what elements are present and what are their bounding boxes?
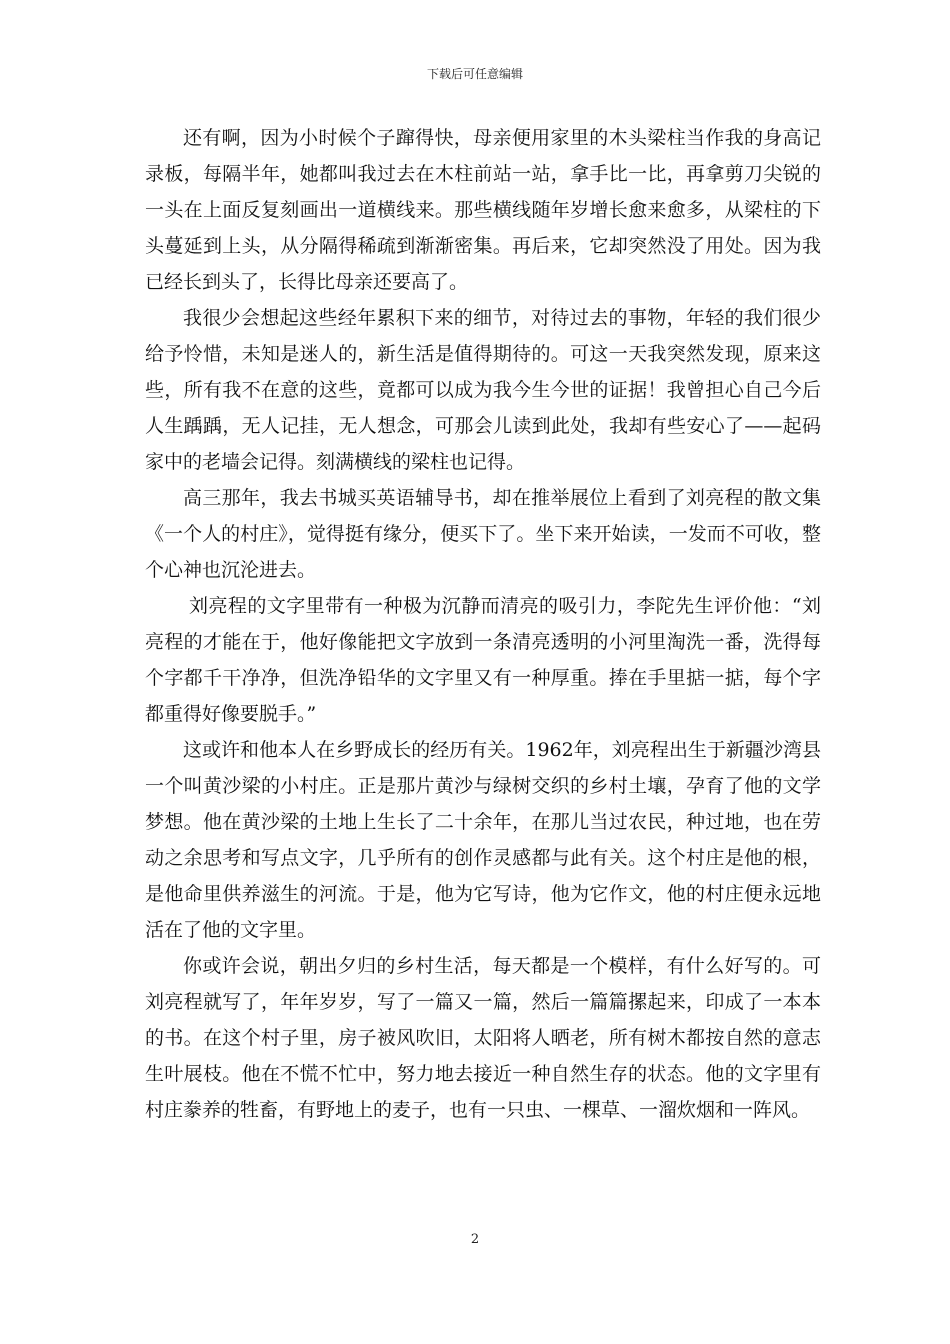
paragraph-5: 这或许和他本人在乡野成长的经历有关。1962年，刘亮程出生于新疆沙湾县一个叫黄沙梁的小村庄。正是那片黄沙与绿树交织的乡村土壤，孕育了他的文学梦想。他在黄沙梁的土地上生长了二十余年，在那儿当过农民，种过地，也在劳动之余思考和写点文字，几乎所有的创作灵感都与此有关。这个村庄是他的根，是他命里供养滋生的河流。于是，他为它写诗，他为它作文，他的村庄便永远地活在了他的文字里。 [145, 739, 821, 941]
paragraph-4: 刘亮程的文字里带有一种极为沉静而清亮的吸引力，李陀先生评价他：“刘亮程的才能在于，他好像能把文字放到一条清亮透明的小河里淘洗一番，洗得每个字都千干净净，但洗净铅华的文字里又有一种厚重。捧在手里掂一掂，每个字都重得好像要脱手。” [145, 595, 821, 725]
paragraph-1: 还有啊，因为小时候个子蹿得快，母亲便用家里的木头梁柱当作我的身高记录板，每隔半年，她都叫我过去在木柱前站一站，拿手比一比，再拿剪刀尖锐的一头在上面反复刻画出一道横线来。那些横线随年岁增长愈来愈多，从梁柱的下头蔓延到上头，从分隔得稀疏到渐渐密集。再后来，它却突然没了用处。因为我已经长到头了，长得比母亲还要高了。 [145, 127, 821, 293]
paragraph-6: 你或许会说，朝出夕归的乡村生活，每天都是一个模样，有什么好写的。可刘亮程就写了，年年岁岁，写了一篇又一篇，然后一篇篇摞起来，印成了一本本的书。在这个村子里，房子被风吹旧，太阳将人晒老，所有树木都按自然的意志生叶展枝。他在不慌不忙中，努力地去接近一种自然生存的状态。他的文字里有村庄豢养的牲畜，有野地上的麦子，也有一只虫、一棵草、一溜炊烟和一阵风。 [145, 955, 821, 1121]
page-number: 2 [470, 1232, 480, 1247]
paragraph-2: 我很少会想起这些经年累积下来的细节，对待过去的事物，年轻的我们很少给予怜惜，未知是迷人的，新生活是值得期待的。可这一天我突然发现，原来这些，所有我不在意的这些，竟都可以成为我今生今世的证据！我曾担心自己今后人生踽踽，无人记挂，无人想念，可那会儿读到此处，我却有些安心了——起码家中的老墙会记得。刻满横线的梁柱也记得。 [145, 307, 821, 473]
document-body [145, 120, 821, 1128]
page-header: 下载后可任意编辑 [426, 67, 523, 81]
paragraph-3: 高三那年，我去书城买英语辅导书，却在推举展位上看到了刘亮程的散文集《一个人的村庄》，觉得挺有缘分，便买下了。坐下来开始读，一发而不可收，整个心神也沉沦进去。 [145, 487, 821, 581]
